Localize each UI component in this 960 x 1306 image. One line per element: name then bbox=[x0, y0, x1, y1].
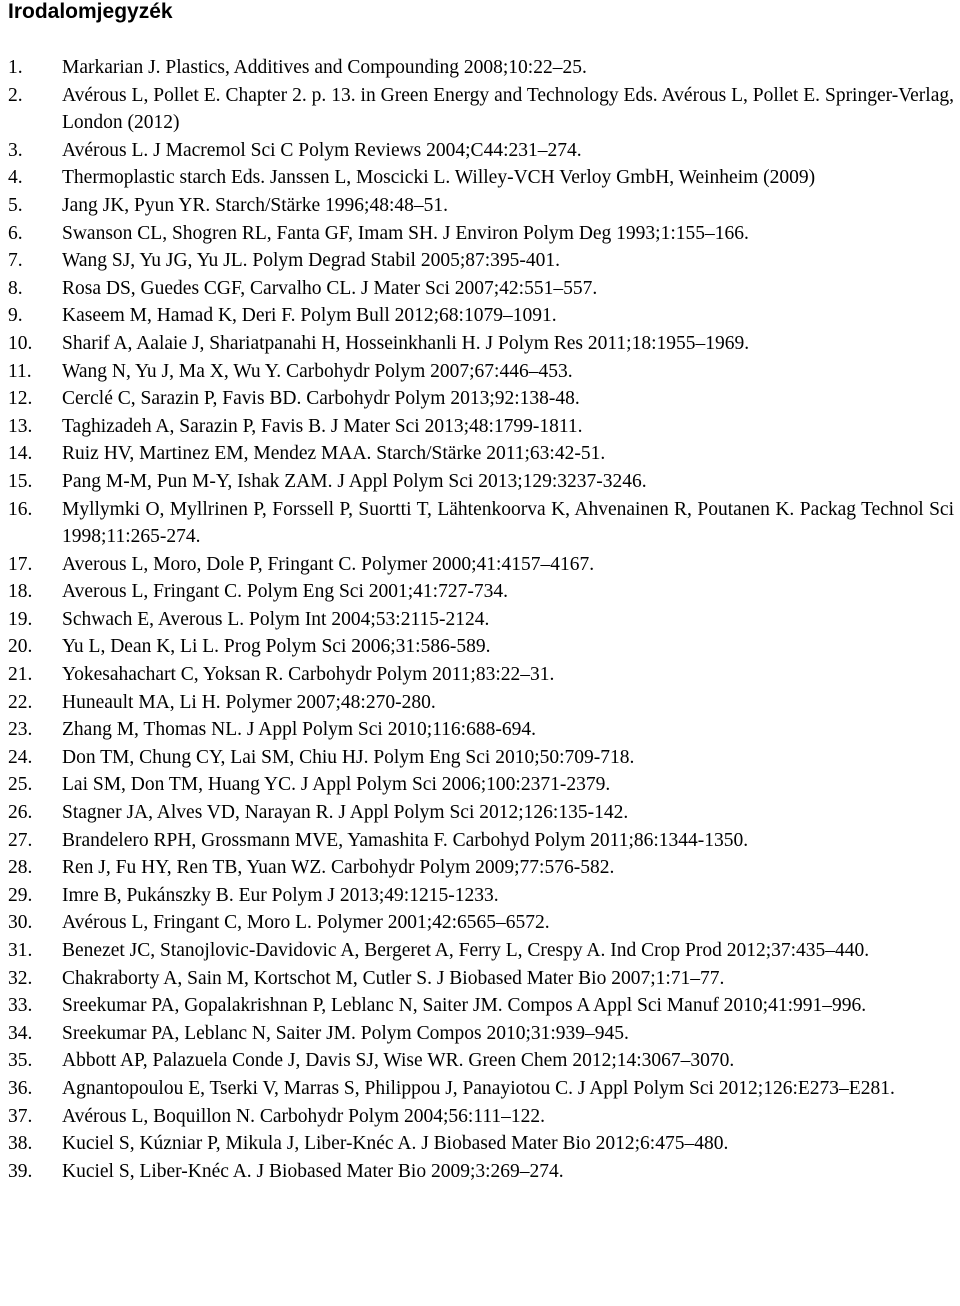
reference-item bbox=[8, 1020, 954, 1048]
reference-text: Huneault MA, Li H. Polymer 2007;48:270-280. bbox=[62, 691, 436, 713]
reference-number: 11. bbox=[8, 360, 32, 382]
reference-number: 30. bbox=[8, 912, 33, 934]
reference-text: Markarian J. Plastics, Additives and Compounding 2008;10:22–25. bbox=[62, 57, 587, 78]
reference-text: Lai SM, Don TM, Huang YC. J Appl Polym Sci 2006;100:2371-2379. bbox=[62, 774, 611, 796]
reference-number: 25. bbox=[8, 774, 33, 796]
reference-number: 3. bbox=[8, 139, 23, 161]
reference-item bbox=[8, 413, 954, 441]
reference-number: 37. bbox=[8, 1105, 33, 1127]
reference-number: 29. bbox=[8, 884, 33, 906]
reference-text: Avérous L, Fringant C, Moro L. Polymer 2001;42:6565–6572. bbox=[62, 912, 550, 934]
reference-item bbox=[8, 1075, 954, 1103]
reference-item bbox=[8, 137, 954, 165]
reference-number: 7. bbox=[8, 250, 23, 272]
reference-text: Agnantopoulou E, Tserki V, Marras S, Philippou J, Panayiotou C. J Appl Polym Sci 2012;126:E273–E281. bbox=[62, 1077, 895, 1099]
reference-number: 1. bbox=[8, 57, 23, 78]
reference-item bbox=[8, 275, 954, 303]
reference-item bbox=[8, 82, 954, 137]
reference-text: Yokesahachart C, Yoksan R. Carbohydr Polym 2011;83:22–31. bbox=[62, 664, 555, 686]
reference-text: Don TM, Chung CY, Lai SM, Chiu HJ. Polym Eng Sci 2010;50:709-718. bbox=[62, 746, 635, 768]
reference-text: Sreekumar PA, Gopalakrishnan P, Leblanc N, Saiter JM. Compos A Appl Sci Manuf 2010;41:991–996. bbox=[62, 995, 867, 1017]
reference-number: 17. bbox=[8, 553, 33, 575]
reference-text: Taghizadeh A, Sarazin P, Favis B. J Mater Sci 2013;48:1799-1811. bbox=[62, 415, 583, 437]
reference-number: 32. bbox=[8, 967, 33, 989]
reference-text: Wang N, Yu J, Ma X, Wu Y. Carbohydr Polym 2007;67:446–453. bbox=[62, 360, 573, 382]
reference-item bbox=[8, 1047, 954, 1075]
reference-item bbox=[8, 247, 954, 275]
reference-number: 38. bbox=[8, 1133, 33, 1155]
reference-item bbox=[8, 330, 954, 358]
reference-item bbox=[8, 192, 954, 220]
reference-item bbox=[8, 689, 954, 717]
reference-text: Schwach E, Averous L. Polym Int 2004;53:2115-2124. bbox=[62, 608, 490, 630]
reference-item bbox=[8, 716, 954, 744]
reference-text: Yu L, Dean K, Li L. Prog Polym Sci 2006;31:586-589. bbox=[62, 636, 491, 658]
reference-number: 13. bbox=[8, 415, 33, 437]
reference-text: Sreekumar PA, Leblanc N, Saiter JM. Polym Compos 2010;31:939–945. bbox=[62, 1022, 629, 1044]
reference-item bbox=[8, 1130, 954, 1158]
reference-number: 36. bbox=[8, 1077, 33, 1099]
reference-item bbox=[8, 440, 954, 468]
reference-number: 14. bbox=[8, 443, 33, 465]
reference-text: Abbott AP, Palazuela Conde J, Davis SJ, Wise WR. Green Chem 2012;14:3067–3070. bbox=[62, 1050, 735, 1072]
reference-number: 39. bbox=[8, 1160, 33, 1182]
reference-text: Kuciel S, Kúzniar P, Mikula J, Liber-Knéc A. J Biobased Mater Bio 2012;6:475–480. bbox=[62, 1133, 729, 1155]
reference-text: Avérous L. J Macremol Sci C Polym Reviews 2004;C44:231–274. bbox=[62, 139, 582, 161]
reference-number: 31. bbox=[8, 940, 33, 961]
reference-number: 27. bbox=[8, 829, 33, 851]
reference-text: Swanson CL, Shogren RL, Fanta GF, Imam SH. J Environ Polym Deg 1993;1:155–166. bbox=[62, 222, 749, 244]
reference-item bbox=[8, 771, 954, 799]
reference-item bbox=[8, 385, 954, 413]
reference-number: 34. bbox=[8, 1022, 33, 1044]
reference-number: 5. bbox=[8, 194, 23, 216]
reference-list bbox=[8, 54, 954, 1185]
reference-text: Ren J, Fu HY, Ren TB, Yuan WZ. Carbohydr Polym 2009;77:576-582. bbox=[62, 857, 615, 879]
reference-text: Avérous L, Pollet E. Chapter 2. p. 13. in Green Energy and Technology Eds. Avérous L, Pollet E. Springer-Verlag, London (2012) bbox=[62, 84, 954, 134]
reference-item bbox=[8, 606, 954, 634]
reference-text: Benezet JC, Stanojlovic-Davidovic A, Bergeret A, Ferry L, Crespy A. Ind Crop Prod 2012;37:435–440. bbox=[62, 940, 870, 961]
reference-number: 18. bbox=[8, 581, 33, 603]
reference-item bbox=[8, 992, 954, 1020]
reference-number: 24. bbox=[8, 746, 33, 768]
reference-item bbox=[8, 1103, 954, 1131]
reference-number: 16. bbox=[8, 498, 33, 520]
reference-text: Ruiz HV, Martinez EM, Mendez MAA. Starch/Stärke 2011;63:42-51. bbox=[62, 443, 606, 465]
reference-text: Averous L, Moro, Dole P, Fringant C. Polymer 2000;41:4157–4167. bbox=[62, 553, 595, 575]
reference-item bbox=[8, 468, 954, 496]
reference-number: 23. bbox=[8, 719, 33, 741]
reference-item bbox=[8, 909, 954, 937]
reference-text: Averous L, Fringant C. Polym Eng Sci 2001;41:727-734. bbox=[62, 581, 508, 603]
reference-number: 15. bbox=[8, 470, 33, 492]
reference-item bbox=[8, 302, 954, 330]
reference-number: 19. bbox=[8, 608, 33, 630]
reference-number: 33. bbox=[8, 995, 33, 1017]
reference-text: Sharif A, Aalaie J, Shariatpanahi H, Hosseinkhanli H. J Polym Res 2011;18:1955–1969. bbox=[62, 332, 750, 354]
reference-item bbox=[8, 854, 954, 882]
reference-item bbox=[8, 164, 954, 192]
reference-item bbox=[8, 496, 954, 551]
reference-item bbox=[8, 799, 954, 827]
reference-text: Stagner JA, Alves VD, Narayan R. J Appl Polym Sci 2012;126:135-142. bbox=[62, 802, 629, 824]
reference-text: Kuciel S, Liber-Knéc A. J Biobased Mater Bio 2009;3:269–274. bbox=[62, 1160, 564, 1182]
reference-text: Myllymki O, Myllrinen P, Forssell P, Suortti T, Lähtenkoorva K, Ahvenainen R, Poutanen K. Packag Technol Sci 1998;11:265-274. bbox=[62, 498, 954, 548]
reference-number: 10. bbox=[8, 332, 33, 354]
reference-text: Thermoplastic starch Eds. Janssen L, Moscicki L. Willey-VCH Verloy GmbH, Weinheim (2009) bbox=[62, 167, 816, 189]
reference-item bbox=[8, 220, 954, 248]
reference-text: Wang SJ, Yu JG, Yu JL. Polym Degrad Stabil 2005;87:395-401. bbox=[62, 250, 561, 272]
reference-number: 4. bbox=[8, 167, 23, 189]
reference-item bbox=[8, 358, 954, 386]
reference-number: 20. bbox=[8, 636, 33, 658]
reference-item bbox=[8, 633, 954, 661]
reference-text: Rosa DS, Guedes CGF, Carvalho CL. J Mater Sci 2007;42:551–557. bbox=[62, 277, 598, 299]
reference-number: 9. bbox=[8, 305, 23, 327]
reference-text: Pang M-M, Pun M-Y, Ishak ZAM. J Appl Polym Sci 2013;129:3237-3246. bbox=[62, 470, 647, 492]
reference-text: Jang JK, Pyun YR. Starch/Stärke 1996;48:48–51. bbox=[62, 194, 449, 216]
reference-number: 8. bbox=[8, 277, 23, 299]
reference-text: Brandelero RPH, Grossmann MVE, Yamashita F. Carbohyd Polym 2011;86:1344-1350. bbox=[62, 829, 749, 851]
reference-item bbox=[8, 827, 954, 855]
reference-text: Chakraborty A, Sain M, Kortschot M, Cutler S. J Biobased Mater Bio 2007;1:71–77. bbox=[62, 967, 725, 989]
reference-item bbox=[8, 54, 954, 82]
reference-item bbox=[8, 965, 954, 993]
reference-item bbox=[8, 661, 954, 689]
reference-number: 2. bbox=[8, 84, 23, 106]
reference-number: 22. bbox=[8, 691, 33, 713]
reference-text: Zhang M, Thomas NL. J Appl Polym Sci 2010;116:688-694. bbox=[62, 719, 536, 741]
reference-item bbox=[8, 1158, 954, 1186]
reference-text: Imre B, Pukánszky B. Eur Polym J 2013;49:1215-1233. bbox=[62, 884, 499, 906]
reference-item bbox=[8, 551, 954, 579]
reference-number: 12. bbox=[8, 388, 33, 410]
reference-item bbox=[8, 937, 954, 965]
reference-number: 6. bbox=[8, 222, 23, 244]
reference-number: 28. bbox=[8, 857, 33, 879]
reference-item bbox=[8, 578, 954, 606]
reference-item bbox=[8, 744, 954, 772]
reference-number: 21. bbox=[8, 664, 33, 686]
reference-item bbox=[8, 882, 954, 910]
reference-text: Kaseem M, Hamad K, Deri F. Polym Bull 2012;68:1079–1091. bbox=[62, 305, 557, 327]
page-title: Irodalomjegyzék bbox=[8, 0, 173, 23]
reference-number: 35. bbox=[8, 1050, 33, 1072]
reference-text: Cerclé C, Sarazin P, Favis BD. Carbohydr Polym 2013;92:138-48. bbox=[62, 388, 580, 410]
reference-text: Avérous L, Boquillon N. Carbohydr Polym 2004;56:111–122. bbox=[62, 1105, 545, 1127]
reference-number: 26. bbox=[8, 802, 33, 824]
